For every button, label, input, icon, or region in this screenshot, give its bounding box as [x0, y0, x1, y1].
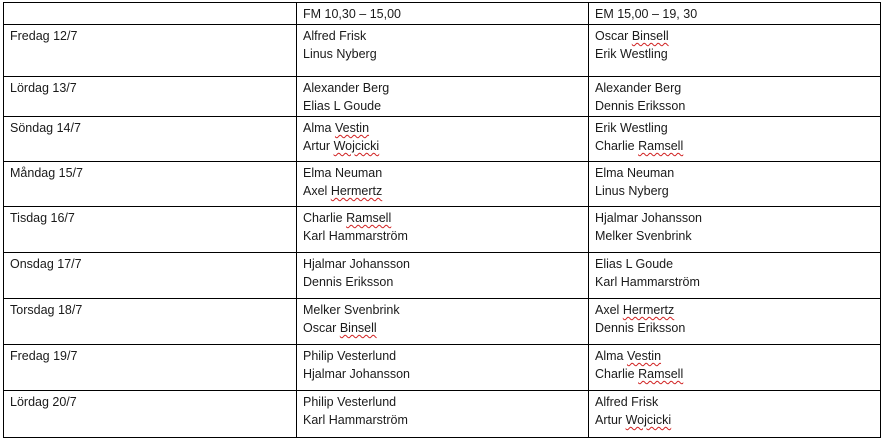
table-row	[4, 77, 881, 117]
day-label: Lördag 20/7	[10, 395, 77, 409]
day-cell[interactable]	[4, 77, 297, 117]
em-person: Alexander Berg	[595, 81, 682, 95]
fm-cell[interactable]	[297, 162, 589, 207]
day-cell[interactable]	[4, 253, 297, 299]
em-person: Elias L Goude	[595, 257, 674, 271]
table-row	[4, 345, 881, 391]
fm-person: Dennis Eriksson	[303, 275, 394, 289]
fm-cell[interactable]	[297, 77, 589, 117]
em-cell[interactable]	[589, 25, 881, 77]
header-fm-label: FM 10,30 – 15,00	[303, 7, 401, 21]
header-row	[4, 3, 881, 25]
header-em-label: EM 15,00 – 19, 30	[595, 7, 698, 21]
day-label: Onsdag 17/7	[10, 257, 82, 271]
em-person: Linus Nyberg	[595, 184, 669, 198]
fm-cell[interactable]	[297, 253, 589, 299]
table-row	[4, 25, 881, 77]
fm-person: Elma Neuman	[303, 166, 383, 180]
fm-person: Oscar Binsell	[303, 321, 377, 335]
day-cell[interactable]	[4, 117, 297, 162]
day-label: Söndag 14/7	[10, 121, 81, 135]
day-label: Fredag 19/7	[10, 349, 78, 363]
day-cell[interactable]	[4, 162, 297, 207]
day-cell[interactable]	[4, 345, 297, 391]
fm-cell[interactable]	[297, 345, 589, 391]
day-cell[interactable]	[4, 25, 297, 77]
fm-person: Philip Vesterlund	[303, 395, 397, 409]
day-label: Måndag 15/7	[10, 166, 83, 180]
em-person: Charlie Ramsell	[595, 367, 684, 381]
fm-cell[interactable]	[297, 299, 589, 345]
fm-person: Karl Hammarström	[303, 229, 408, 243]
fm-cell[interactable]	[297, 25, 589, 77]
em-cell[interactable]	[589, 162, 881, 207]
day-label: Torsdag 18/7	[10, 303, 83, 317]
fm-person: Artur Wojcicki	[303, 139, 380, 153]
fm-cell[interactable]	[297, 207, 589, 253]
day-label: Lördag 13/7	[10, 81, 77, 95]
em-cell[interactable]	[589, 391, 881, 438]
schedule-table	[3, 2, 881, 438]
day-cell[interactable]	[4, 299, 297, 345]
fm-person: Alfred Frisk	[303, 29, 367, 43]
em-person: Elma Neuman	[595, 166, 675, 180]
header-cell-fm[interactable]	[297, 3, 589, 25]
table-row	[4, 117, 881, 162]
table-row	[4, 299, 881, 345]
header-cell-day[interactable]	[4, 3, 297, 25]
em-person: Oscar Binsell	[595, 29, 669, 43]
fm-person: Linus Nyberg	[303, 47, 377, 61]
fm-person: Axel Hermertz	[303, 184, 383, 198]
em-person: Charlie Ramsell	[595, 139, 684, 153]
day-label: Fredag 12/7	[10, 29, 78, 43]
day-cell[interactable]	[4, 207, 297, 253]
table-row	[4, 391, 881, 438]
fm-cell[interactable]	[297, 391, 589, 438]
fm-person: Elias L Goude	[303, 99, 382, 113]
fm-person: Karl Hammarström	[303, 413, 408, 427]
table-row	[4, 207, 881, 253]
em-person: Axel Hermertz	[595, 303, 675, 317]
fm-person: Charlie Ramsell	[303, 211, 392, 225]
em-person: Karl Hammarström	[595, 275, 700, 289]
day-label: Tisdag 16/7	[10, 211, 75, 225]
em-person: Melker Svenbrink	[595, 229, 692, 243]
em-person: Dennis Eriksson	[595, 321, 686, 335]
em-cell[interactable]	[589, 345, 881, 391]
fm-person: Alexander Berg	[303, 81, 390, 95]
fm-person: Hjalmar Johansson	[303, 367, 411, 381]
em-person: Artur Wojcicki	[595, 413, 672, 427]
day-cell[interactable]	[4, 391, 297, 438]
em-person: Hjalmar Johansson	[595, 211, 703, 225]
em-person: Alfred Frisk	[595, 395, 659, 409]
em-person: Erik Westling	[595, 121, 668, 135]
em-cell[interactable]	[589, 77, 881, 117]
em-person: Erik Westling	[595, 47, 668, 61]
fm-person: Alma Vestin	[303, 121, 370, 135]
fm-person: Hjalmar Johansson	[303, 257, 411, 271]
header-cell-em[interactable]	[589, 3, 881, 25]
table-row	[4, 253, 881, 299]
em-cell[interactable]	[589, 117, 881, 162]
em-cell[interactable]	[589, 207, 881, 253]
table-row	[4, 162, 881, 207]
em-cell[interactable]	[589, 299, 881, 345]
fm-person: Melker Svenbrink	[303, 303, 400, 317]
em-cell[interactable]	[589, 253, 881, 299]
em-person: Dennis Eriksson	[595, 99, 686, 113]
fm-cell[interactable]	[297, 117, 589, 162]
fm-person: Philip Vesterlund	[303, 349, 397, 363]
em-person: Alma Vestin	[595, 349, 662, 363]
